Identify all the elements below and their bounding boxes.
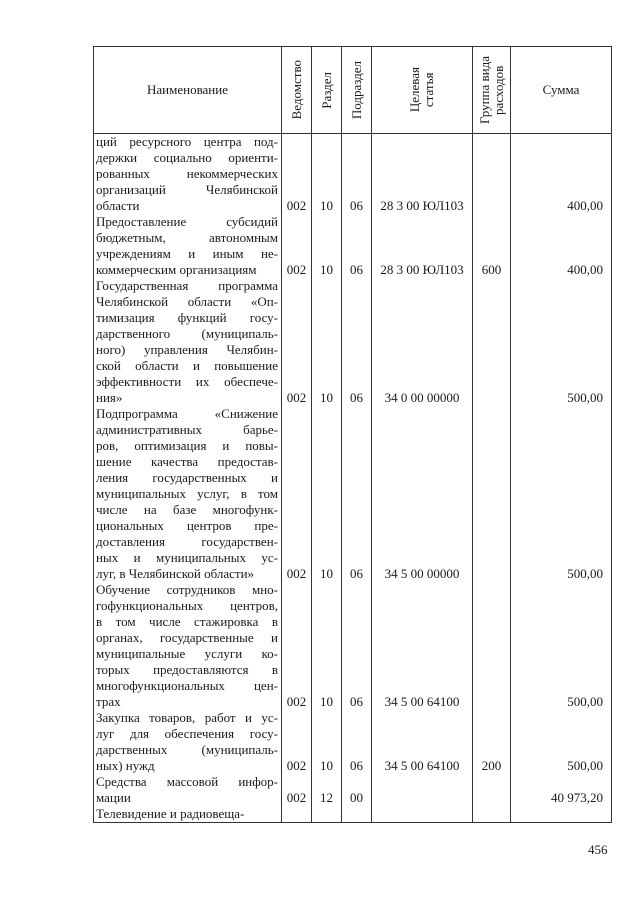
row-name-line: дарственных (муниципаль- bbox=[96, 742, 278, 757]
row-sum: 500,00 bbox=[511, 582, 612, 710]
row-name-line: Подпрограмма «Снижение bbox=[96, 406, 278, 421]
row-group bbox=[473, 806, 511, 823]
row-name-line: ций ресурсного центра под- bbox=[96, 134, 278, 149]
row-name-line: муниципальных услуг, в том bbox=[96, 486, 278, 501]
row-sum bbox=[511, 806, 612, 823]
row-name-line: держки социально ориенти- bbox=[96, 150, 278, 165]
row-group: 200 bbox=[473, 710, 511, 774]
row-section: 10 bbox=[312, 134, 342, 215]
row-name-line: Телевидение и радиовеща- bbox=[96, 806, 245, 821]
row-name bbox=[94, 774, 282, 806]
row-name-line: учреждениям и иным не- bbox=[96, 246, 278, 261]
row-dept: 002 bbox=[282, 774, 312, 806]
row-name-line: организаций Челябинской bbox=[96, 182, 278, 197]
row-target: 34 5 00 64100 bbox=[372, 582, 473, 710]
row-target bbox=[372, 774, 473, 806]
table-row bbox=[94, 214, 612, 278]
header-target-label: Целевая статья bbox=[407, 67, 436, 113]
row-name-line: административных барье- bbox=[96, 422, 278, 437]
row-sum: 400,00 bbox=[511, 214, 612, 278]
row-section: 10 bbox=[312, 582, 342, 710]
header-section-label: Раздел bbox=[318, 71, 334, 109]
header-section bbox=[312, 47, 342, 134]
row-name-line: ской области и повышение bbox=[96, 358, 278, 373]
row-name-line: области bbox=[96, 198, 140, 213]
row-dept bbox=[282, 806, 312, 823]
row-target: 34 5 00 64100 bbox=[372, 710, 473, 774]
row-subsection: 06 bbox=[342, 214, 372, 278]
header-target bbox=[372, 47, 473, 134]
row-name-line: ров, оптимизация и повы- bbox=[96, 438, 278, 453]
row-name-line: рованных некоммерческих bbox=[96, 166, 278, 181]
row-name-line: Обучение сотрудников мно- bbox=[96, 582, 278, 597]
header-group bbox=[473, 47, 511, 134]
row-sum: 40 973,20 bbox=[511, 774, 612, 806]
row-target: 28 3 00 ЮЛ103 bbox=[372, 134, 473, 215]
row-dept: 002 bbox=[282, 406, 312, 582]
row-name-line: ных и муниципальных ус- bbox=[96, 550, 278, 565]
row-name-line: гофункциональных центров, bbox=[96, 598, 278, 613]
row-section: 10 bbox=[312, 278, 342, 406]
row-name-line: муниципальные услуги ко- bbox=[96, 646, 278, 661]
header-subsection-label: Подраздел bbox=[348, 60, 364, 120]
header-dept-label: Ведомство bbox=[288, 60, 304, 120]
row-name-line: доставления государствен- bbox=[96, 534, 278, 549]
row-name bbox=[94, 278, 282, 406]
table-row bbox=[94, 774, 612, 806]
row-sum: 400,00 bbox=[511, 134, 612, 215]
row-dept: 002 bbox=[282, 134, 312, 215]
row-name-line: ния» bbox=[96, 390, 123, 405]
row-sum: 500,00 bbox=[511, 710, 612, 774]
row-name-line: Предоставление субсидий bbox=[96, 214, 278, 229]
budget-table bbox=[93, 46, 612, 823]
row-name bbox=[94, 214, 282, 278]
row-name bbox=[94, 582, 282, 710]
row-target: 34 5 00 00000 bbox=[372, 406, 473, 582]
row-name bbox=[94, 806, 282, 823]
row-subsection bbox=[342, 806, 372, 823]
header-subsection bbox=[342, 47, 372, 134]
header-group-label: Группа вида расходов bbox=[476, 56, 506, 124]
page-number: 456 bbox=[588, 842, 608, 857]
row-name-line: луг для обеспечения госу- bbox=[96, 726, 278, 741]
row-name-line: торых предоставляются в bbox=[96, 662, 278, 677]
row-name-line: бюджетным, автономным bbox=[96, 230, 278, 245]
row-dept: 002 bbox=[282, 278, 312, 406]
row-name-line: тимизация функций госу- bbox=[96, 310, 278, 325]
table-row bbox=[94, 278, 612, 406]
row-name-line: луг, в Челябинской области» bbox=[96, 566, 255, 581]
row-target: 28 3 00 ЮЛ103 bbox=[372, 214, 473, 278]
row-group bbox=[473, 134, 511, 215]
row-target: 34 0 00 00000 bbox=[372, 278, 473, 406]
row-name-line: органах, государственные и bbox=[96, 630, 278, 645]
row-section: 10 bbox=[312, 406, 342, 582]
row-subsection: 06 bbox=[342, 406, 372, 582]
row-name-line: Средства массовой инфор- bbox=[96, 774, 278, 789]
row-name-line: Закупка товаров, работ и ус- bbox=[96, 710, 278, 725]
table-row bbox=[94, 134, 612, 215]
table-row bbox=[94, 806, 612, 823]
header-sum: Сумма bbox=[511, 47, 612, 134]
row-group bbox=[473, 774, 511, 806]
table-row bbox=[94, 710, 612, 774]
row-dept: 002 bbox=[282, 214, 312, 278]
row-section bbox=[312, 806, 342, 823]
row-name-line: мации bbox=[96, 790, 131, 805]
row-subsection: 06 bbox=[342, 582, 372, 710]
table-header-row bbox=[94, 47, 612, 134]
row-name-line: ных) нужд bbox=[96, 758, 155, 773]
row-sum: 500,00 bbox=[511, 278, 612, 406]
row-subsection: 00 bbox=[342, 774, 372, 806]
row-sum: 500,00 bbox=[511, 406, 612, 582]
row-name-line: Государственная программа bbox=[96, 278, 278, 293]
row-section: 10 bbox=[312, 214, 342, 278]
row-section: 10 bbox=[312, 710, 342, 774]
row-subsection: 06 bbox=[342, 134, 372, 215]
row-name-line: Челябинской области «Оп- bbox=[96, 294, 278, 309]
row-name-line: дарственного (муниципаль- bbox=[96, 326, 278, 341]
row-name-line: эффективности их обеспече- bbox=[96, 374, 278, 389]
table-row bbox=[94, 582, 612, 710]
row-subsection: 06 bbox=[342, 710, 372, 774]
row-name-line: ления государственных и bbox=[96, 470, 278, 485]
row-name-line: шение качества предостав- bbox=[96, 454, 278, 469]
row-group bbox=[473, 406, 511, 582]
row-subsection: 06 bbox=[342, 278, 372, 406]
row-name bbox=[94, 406, 282, 582]
header-name: Наименование bbox=[94, 47, 282, 134]
row-name-line: в том числе стажировка в bbox=[96, 614, 278, 629]
row-dept: 002 bbox=[282, 582, 312, 710]
row-target bbox=[372, 806, 473, 823]
row-dept: 002 bbox=[282, 710, 312, 774]
row-name bbox=[94, 710, 282, 774]
row-group bbox=[473, 278, 511, 406]
header-dept bbox=[282, 47, 312, 134]
row-group bbox=[473, 582, 511, 710]
row-name-line: коммерческим организациям bbox=[96, 262, 257, 277]
row-name-line: ного) управления Челябин- bbox=[96, 342, 278, 357]
row-section: 12 bbox=[312, 774, 342, 806]
table-row bbox=[94, 406, 612, 582]
row-group: 600 bbox=[473, 214, 511, 278]
row-name-line: числе на базе многофунк- bbox=[96, 502, 278, 517]
row-name-line: циональных центров пре- bbox=[96, 518, 278, 533]
row-name bbox=[94, 134, 282, 215]
row-name-line: многофункциональных цен- bbox=[96, 678, 278, 693]
row-name-line: трах bbox=[96, 694, 121, 709]
